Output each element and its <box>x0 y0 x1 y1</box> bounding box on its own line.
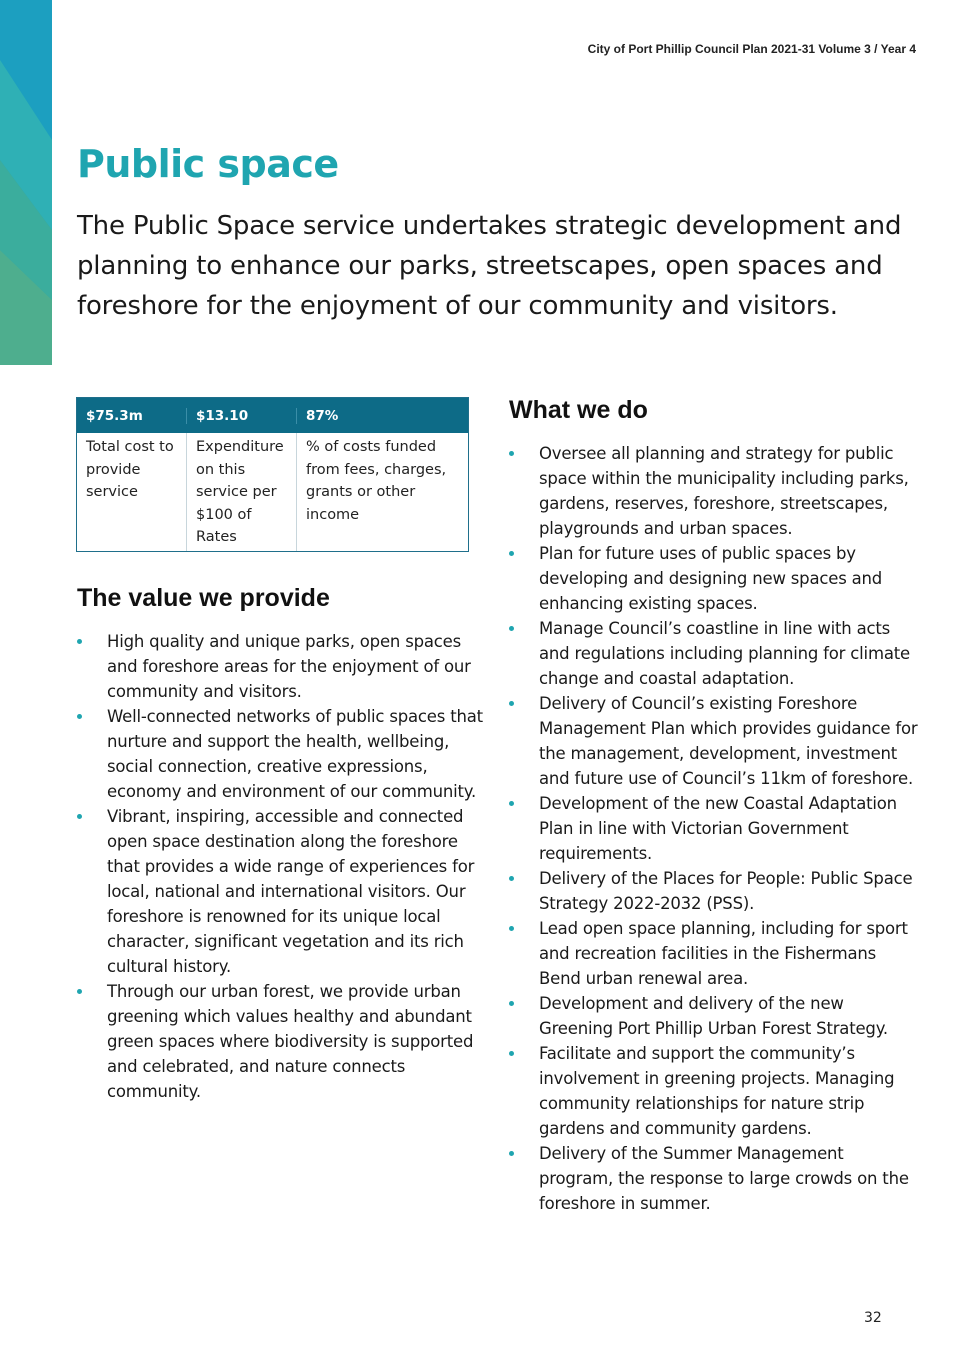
list-item <box>509 616 919 691</box>
list-item <box>509 691 919 791</box>
stats-header-row <box>77 398 468 433</box>
stats-funded-percent-label: % of costs funded from fees, charges, grants or other income <box>306 439 447 523</box>
stats-funded-percent-value: 87% <box>306 407 339 424</box>
list-item-text: Through our urban forest, we provide urban greening which values healthy and abundant green spaces where biodiversity is supported and celebrated, and nature connects community. <box>107 982 474 1101</box>
list-item <box>509 866 919 916</box>
list-item <box>77 979 489 1104</box>
stats-table <box>76 397 469 552</box>
list-item <box>509 1041 919 1141</box>
list-item-text: High quality and unique parks, open spaces and foreshore areas for the enjoyment of our community and visitors. <box>107 632 471 701</box>
bullet-icon <box>509 626 514 631</box>
list-item <box>77 704 489 804</box>
list-item-text: Facilitate and support the community’s involvement in greening projects. Managing community relationships for nature strip gardens and community gardens. <box>539 1044 895 1138</box>
list-item <box>77 629 489 704</box>
bullet-icon <box>509 876 514 881</box>
list-item <box>509 791 919 866</box>
list-item-text: Lead open space planning, including for sport and recreation facilities in the Fishermans Bend urban renewal area. <box>539 919 908 988</box>
what-list <box>509 441 919 1216</box>
list-item-text: Oversee all planning and strategy for public space within the municipality including parks, gardens, reserves, foreshore, streetscapes, playgrounds and urban spaces. <box>539 444 909 538</box>
bullet-icon <box>509 1051 514 1056</box>
bullet-icon <box>77 814 82 819</box>
list-item-text: Development of the new Coastal Adaptation Plan in line with Victorian Government requirements. <box>539 794 897 863</box>
list-item <box>509 916 919 991</box>
page-title: Public space <box>77 142 339 186</box>
list-item <box>509 541 919 616</box>
bullet-icon <box>509 926 514 931</box>
bullet-icon <box>77 714 82 719</box>
list-item-text: Vibrant, inspiring, accessible and connected open space destination along the foreshore that provides a wide range of experiences for local, national and international visitors. Our foreshore is renowned for its unique local character, significant vegetation and its rich cultural history. <box>107 807 475 976</box>
running-header: City of Port Phillip Council Plan 2021-31 Volume 3 / Year 4 <box>587 42 916 56</box>
bullet-icon <box>509 451 514 456</box>
value-list <box>77 629 489 1104</box>
stats-per-100-value: $13.10 <box>187 408 297 424</box>
stats-total-cost-value: $75.3m <box>77 408 187 424</box>
page-number: 32 <box>864 1310 882 1326</box>
stats-description-row <box>77 433 468 551</box>
stats-total-cost-label: Total cost to provide service <box>77 433 187 551</box>
bullet-icon <box>509 551 514 556</box>
list-item <box>509 991 919 1041</box>
list-item-text: Manage Council’s coastline in line with acts and regulations including planning for climate change and coastal adaptation. <box>539 619 910 688</box>
intro-paragraph: The Public Space service undertakes strategic development and planning to enhance our parks, streetscapes, open spaces and foreshore for the enjoyment of our community and visitors. <box>77 211 902 321</box>
list-item-text: Delivery of Council’s existing Foreshore Management Plan which provides guidance for the management, development, investment and future use of Council’s 11km of foreshore. <box>539 694 918 788</box>
bullet-icon <box>77 989 82 994</box>
list-item <box>509 441 919 541</box>
bullet-icon <box>509 801 514 806</box>
bullet-icon <box>77 639 82 644</box>
list-item-text: Plan for future uses of public spaces by developing and designing new spaces and enhancing existing spaces. <box>539 544 883 613</box>
bullet-icon <box>509 1151 514 1156</box>
list-item-text: Well-connected networks of public spaces that nurture and support the health, wellbeing, social connection, creative expressions, economy and environment of our community. <box>107 707 483 801</box>
bullet-icon <box>509 1001 514 1006</box>
list-item-text: Development and delivery of the new Greening Port Phillip Urban Forest Strategy. <box>539 994 888 1038</box>
value-section-heading: The value we provide <box>77 584 330 612</box>
list-item-text: Delivery of the Places for People: Public Space Strategy 2022-2032 (PSS). <box>539 869 913 913</box>
bullet-icon <box>509 701 514 706</box>
list-item <box>509 1141 919 1216</box>
what-section-heading: What we do <box>509 396 648 424</box>
decorative-corner-graphic <box>0 0 52 365</box>
list-item-text: Delivery of the Summer Management program, the response to large crowds on the foreshore in summer. <box>539 1144 909 1213</box>
list-item <box>77 804 489 979</box>
stats-per-100-label: Expenditure on this service per $100 of Rates <box>187 433 297 551</box>
